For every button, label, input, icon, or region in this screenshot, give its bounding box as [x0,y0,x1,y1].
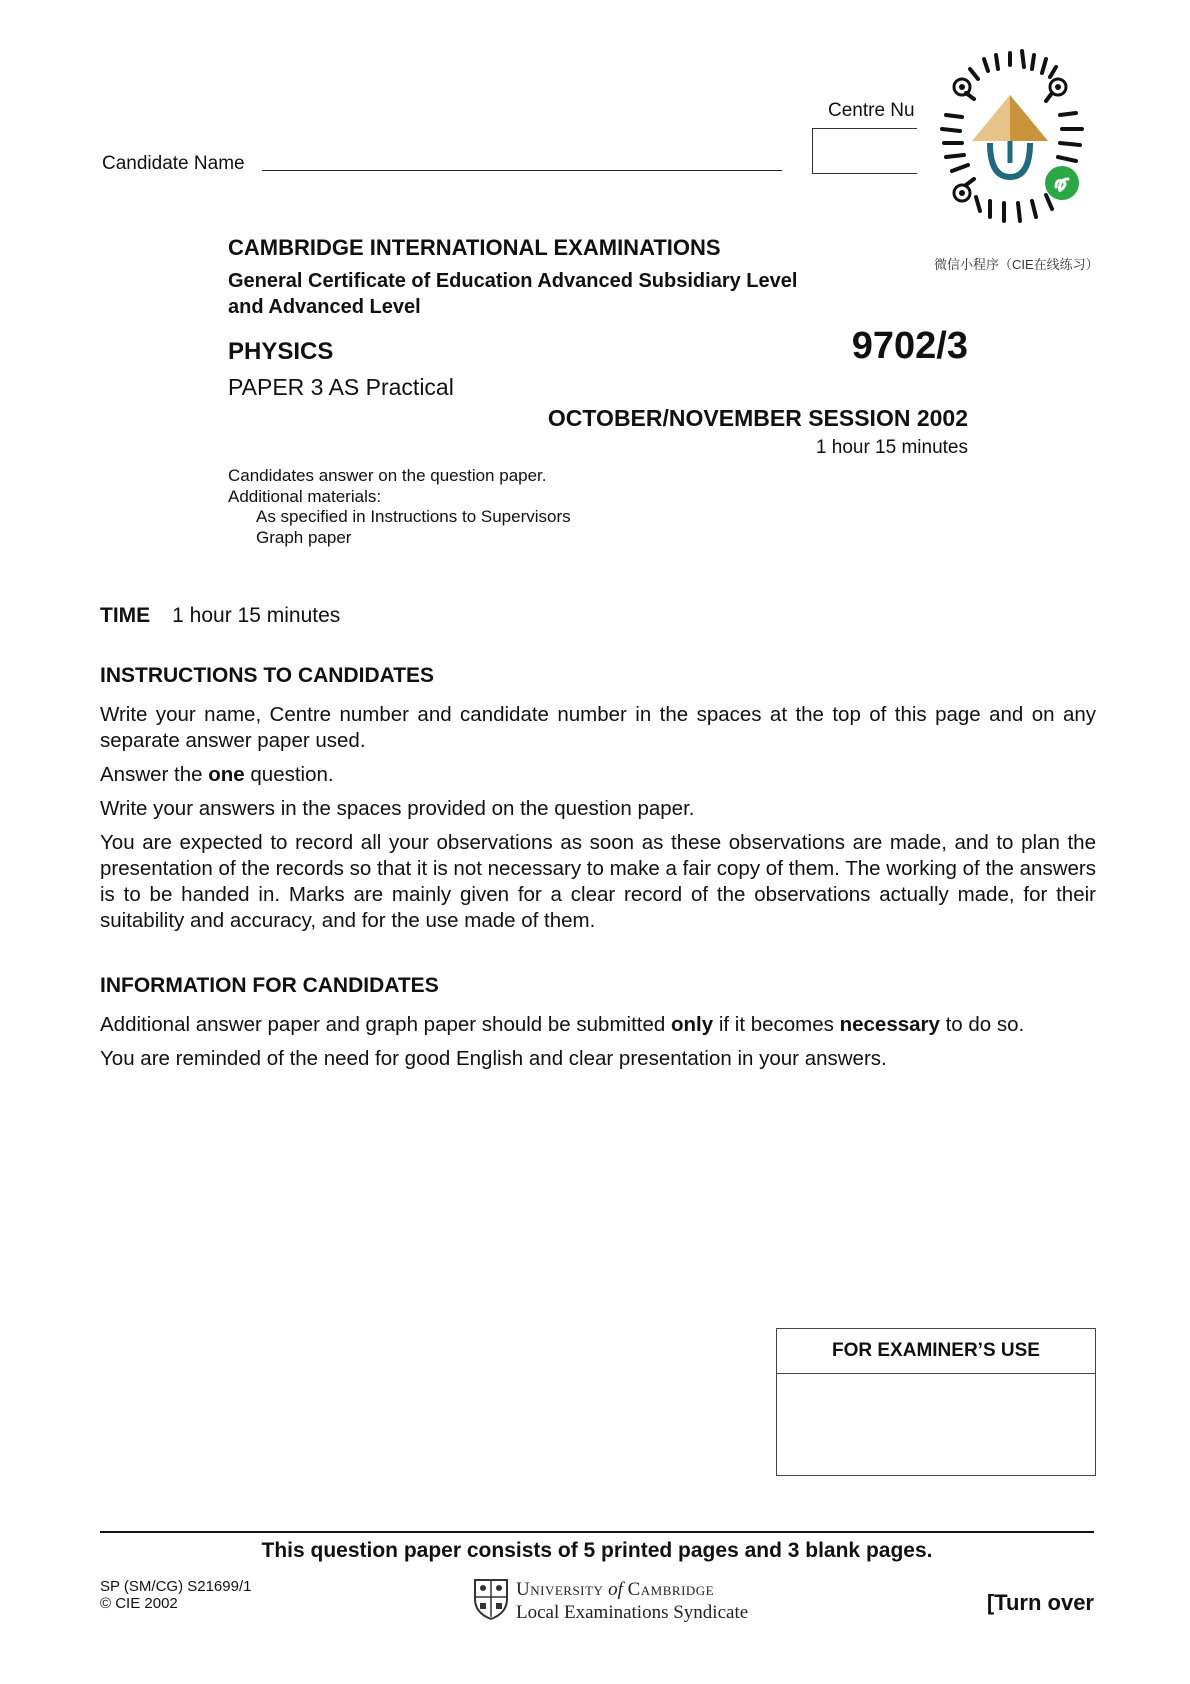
paper-reference [100,1578,251,1612]
centre-number-label: Centre Nu [828,100,915,121]
copyright-text: © CIE 2002 [100,1595,178,1612]
reference-code: SP (SM/CG) S21699/1 [100,1578,252,1595]
session-title: OCTOBER/NOVEMBER SESSION 2002 [547,405,968,431]
organisation-title: CAMBRIDGE INTERNATIONAL EXAMINATIONS [228,235,721,260]
information-text: if it becomes [713,1013,840,1036]
information-heading: INFORMATION FOR CANDIDATES [100,974,439,997]
syllabus-code: 9702/3 [851,325,968,367]
certificate-line-2: and Advanced Level [228,296,421,318]
university-name [516,1578,748,1624]
examiner-use-heading: FOR EXAMINER’S USE [777,1329,1095,1374]
time-line [100,604,340,628]
candidate-materials-note [228,466,571,548]
subject-title: PHYSICS [228,338,334,365]
candidate-name-field[interactable] [262,170,782,171]
centre-number-field[interactable] [812,128,917,174]
instruction-paragraph: Write your answers in the spaces provided on the question paper. [100,797,695,820]
materials-label: Additional materials: [228,486,382,506]
instructions-heading: INSTRUCTIONS TO CANDIDATES [100,664,435,687]
material-item: As specified in Instructions to Supervisors [256,507,571,526]
duration-text: 1 hour 15 minutes [815,437,968,458]
instruction-paragraph: Write your name, Centre number and candidate number in the spaces at the top of this page and on any separate answer paper used. [100,703,1096,752]
information-text: to do so. [939,1013,1025,1036]
turn-over-note: [Turn over [986,1590,1094,1615]
university-line-2: Local Examinations Syndicate [516,1602,749,1623]
time-label: TIME [100,604,151,627]
candidate-name-label: Candidate Name [102,153,245,174]
time-value: 1 hour 15 minutes [172,604,341,627]
university-word: Cambridge [627,1579,715,1600]
qr-caption: 微信小程序（CIE在线练习） [934,257,1099,272]
qr-code-icon [910,45,1110,235]
university-crest-icon [472,1577,510,1621]
footer-rule [100,1531,1094,1533]
material-item: Graph paper [256,527,352,547]
information-emphasis: only [670,1013,714,1036]
certificate-line-1: General Certificate of Education Advanced Subsidiary Level [228,270,798,292]
answer-note: Candidates answer on the question paper. [228,466,547,485]
page-count-note: This question paper consists of 5 printed pages and 3 blank pages. [261,1539,933,1562]
instruction-emphasis: one [208,763,245,786]
information-paragraph: You are reminded of the need for good English and clear presentation in your answers. [100,1047,887,1070]
instruction-text: Answer the [100,763,209,786]
instruction-paragraph: You are expected to record all your observations as soon as these observations are made, and to plan the presentation of the records so that it is not necessary to make a fair copy of them. The working of the answers is to be handed in. Marks are mainly given for a clear record of the observations actually made, for their suitability and accuracy, and for the use made of them. [100,831,1096,932]
paper-title: PAPER 3 AS Practical [228,374,454,400]
information-emphasis: necessary [839,1013,940,1036]
information-text: Additional answer paper and graph paper should be submitted [100,1013,671,1036]
university-line-1 [516,1578,748,1601]
instruction-paragraph [100,762,1096,788]
information-paragraph [100,1012,1096,1038]
examiner-use-box [776,1328,1096,1476]
university-word: University [516,1579,604,1600]
instruction-text: question. [244,763,334,786]
university-word: of [608,1579,623,1600]
